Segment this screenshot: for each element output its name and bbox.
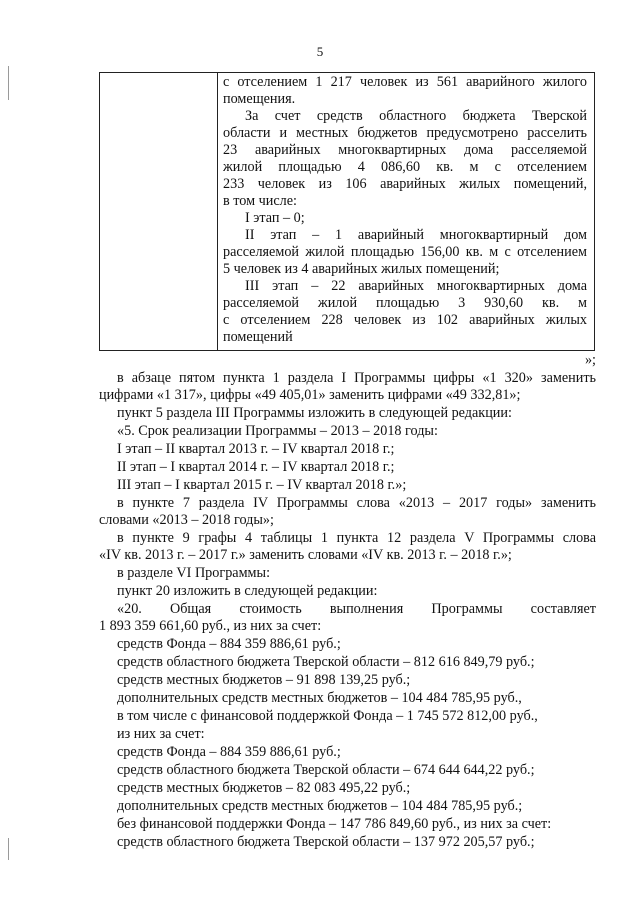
paragraph-line: средств областного бюджета Тверской области – 674 644 644,22 руб.; xyxy=(117,762,535,778)
table-line: области и местных бюджетов предусмотрено расселить xyxy=(223,125,587,141)
paragraph-line: в абзаце пятом пункта 1 раздела I Программы цифры «1 320» заменить xyxy=(117,370,596,386)
scan-edge-mark xyxy=(8,838,9,860)
paragraph-line: из них за счет: xyxy=(117,726,205,742)
table-line: I этап – 0; xyxy=(245,210,305,226)
paragraph-line: дополнительных средств местных бюджетов – 104 484 785,95 руб., xyxy=(117,690,522,706)
scan-edge-mark xyxy=(8,66,9,100)
paragraph-line: средств областного бюджета Тверской области – 812 616 849,79 руб.; xyxy=(117,654,535,670)
paragraph-line: дополнительных средств местных бюджетов – 104 484 785,95 руб.; xyxy=(117,798,523,814)
table-line: с отселением 1 217 человек из 561 аварийного жилого xyxy=(223,74,587,90)
table-line: II этап – 1 аварийный многоквартирный дом xyxy=(245,227,587,243)
page-number: 5 xyxy=(316,44,324,59)
paragraph-line: средств местных бюджетов – 82 083 495,22 руб.; xyxy=(117,780,411,796)
paragraph-line: без финансовой поддержки Фонда – 147 786 849,60 руб., из них за счет: xyxy=(117,816,552,832)
paragraph-line: средств Фонда – 884 359 886,61 руб.; xyxy=(117,744,341,760)
paragraph-line: 1 893 359 661,60 руб., из них за счет: xyxy=(99,618,322,634)
paragraph-line: II этап – I квартал 2014 г. – IV квартал 2018 г.; xyxy=(117,459,395,475)
table-line: помещения. xyxy=(223,91,296,107)
paragraph-line: I этап – II квартал 2013 г. – IV квартал 2018 г.; xyxy=(117,441,395,457)
paragraph-line: пункт 20 изложить в следующей редакции: xyxy=(117,583,378,599)
paragraph-line: в разделе VI Программы: xyxy=(117,565,271,581)
paragraph-line: в пункте 9 графы 4 таблицы 1 пункта 12 раздела V Программы слова xyxy=(117,530,596,546)
table-line: жилой площадью 4 086,60 кв. м с отселением xyxy=(223,159,587,175)
table-line: III этап – 22 аварийных многоквартирных дома xyxy=(245,278,587,294)
table-line: За счет средств областного бюджета Тверской xyxy=(245,108,587,124)
table-line: в том числе: xyxy=(223,193,297,209)
paragraph-line: «IV кв. 2013 г. – 2017 г.» заменить словами «IV кв. 2013 г. – 2018 г.»; xyxy=(99,547,512,563)
document-body xyxy=(99,0,596,905)
paragraph-line: словами «2013 – 2018 годы»; xyxy=(99,512,274,528)
paragraph-line: «5. Срок реализации Программы – 2013 – 2018 годы: xyxy=(117,423,438,439)
table-line: расселяемой жилой площадью 156,00 кв. м с отселением xyxy=(223,244,587,260)
paragraph-line: пункт 5 раздела III Программы изложить в следующей редакции: xyxy=(117,405,512,421)
table-line: 233 человек из 106 аварийных жилых помещений, xyxy=(223,176,587,192)
paragraph-line: III этап – I квартал 2015 г. – IV квартал 2018 г.»; xyxy=(117,477,407,493)
paragraph-line: средств местных бюджетов – 91 898 139,25 руб.; xyxy=(117,672,411,688)
table-line: расселяемой жилой площадью 3 930,60 кв. м xyxy=(223,295,587,311)
paragraph-line: средств областного бюджета Тверской области – 137 972 205,57 руб.; xyxy=(117,834,535,850)
paragraph-line: в пункте 7 раздела IV Программы слова «2013 – 2017 годы» заменить xyxy=(117,495,596,511)
table-line: 5 человек из 4 аварийных жилых помещений; xyxy=(223,261,500,277)
table-line: с отселением 228 человек из 102 аварийных жилых xyxy=(223,312,587,328)
table-line: 23 аварийных многоквартирных дома расселяемой xyxy=(223,142,587,158)
closing-quote: »; xyxy=(584,352,596,368)
paragraph-line: цифрами «1 317», цифры «49 405,01» заменить цифрами «49 332,81»; xyxy=(99,387,521,403)
paragraph-line: средств Фонда – 884 359 886,61 руб.; xyxy=(117,636,341,652)
paragraph-line: в том числе с финансовой поддержкой Фонда – 1 745 572 812,00 руб., xyxy=(117,708,538,724)
table-line: помещений xyxy=(223,329,293,345)
paragraph-line: «20. Общая стоимость выполнения Программы составляет xyxy=(117,601,596,617)
